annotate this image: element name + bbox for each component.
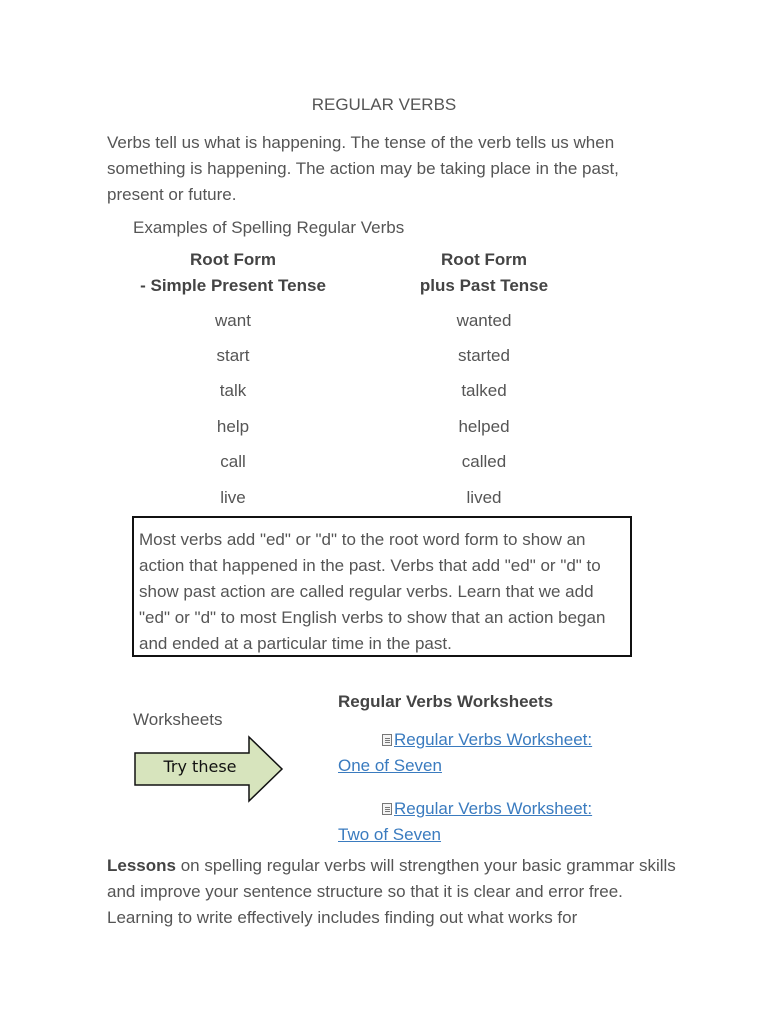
page-title: REGULAR VERBS	[311, 95, 457, 114]
past-verb: wanted	[456, 311, 512, 330]
col2-header-line1: Root Form	[441, 250, 527, 269]
col1-header-line1: Root Form	[190, 250, 276, 269]
worksheets-heading: Regular Verbs Worksheets	[338, 692, 554, 711]
worksheet-link-item	[338, 796, 638, 848]
worksheets-label: Worksheets	[133, 710, 223, 729]
present-verb: start	[216, 346, 250, 365]
past-verb: lived	[466, 488, 502, 507]
arrow-label: Try these	[163, 757, 237, 776]
examples-heading: Examples of Spelling Regular Verbs	[133, 218, 405, 237]
present-verb: help	[216, 417, 250, 436]
worksheet-link[interactable]: Regular Verbs Worksheet: One of Seven	[338, 730, 593, 775]
col1-header-line2: - Simple Present Tense	[140, 276, 326, 295]
past-verb: talked	[461, 381, 507, 400]
present-verb: talk	[219, 381, 247, 400]
worksheet-link-item	[338, 727, 638, 779]
lessons-paragraph	[107, 853, 677, 931]
worksheet-link[interactable]: Regular Verbs Worksheet: Two of Seven	[338, 799, 593, 844]
rule-box: Most verbs add "ed" or "d" to the root word form to show an action that happened in the past. Verbs that add "ed" or "d" to show past action are called regular verbs. Learn that we add "ed" or "d" to most English verbs to show that an action began and ended at a particular time in the past.	[132, 516, 632, 657]
document-icon	[382, 734, 392, 746]
col2-header-line2: plus Past Tense	[419, 276, 549, 295]
document-icon	[382, 803, 392, 815]
try-these-arrow	[133, 735, 285, 803]
lessons-text: on spelling regular verbs will strengthen your basic grammar skills and improve your sentence structure so that it is clear and error free. Learning to write effectively includes finding out what works for	[107, 856, 676, 927]
present-verb: call	[220, 452, 246, 471]
past-verb: called	[461, 452, 507, 471]
past-verb: helped	[458, 417, 510, 436]
col2-header	[360, 247, 608, 299]
col1-header	[107, 247, 359, 299]
present-verb: want	[215, 311, 251, 330]
intro-paragraph: Verbs tell us what is happening. The tense of the verb tells us when something is happening. The action may be taking place in the past, present or future.	[107, 133, 619, 204]
lessons-bold: Lessons	[107, 856, 176, 875]
past-verb: started	[458, 346, 510, 365]
present-verb: live	[220, 488, 246, 507]
